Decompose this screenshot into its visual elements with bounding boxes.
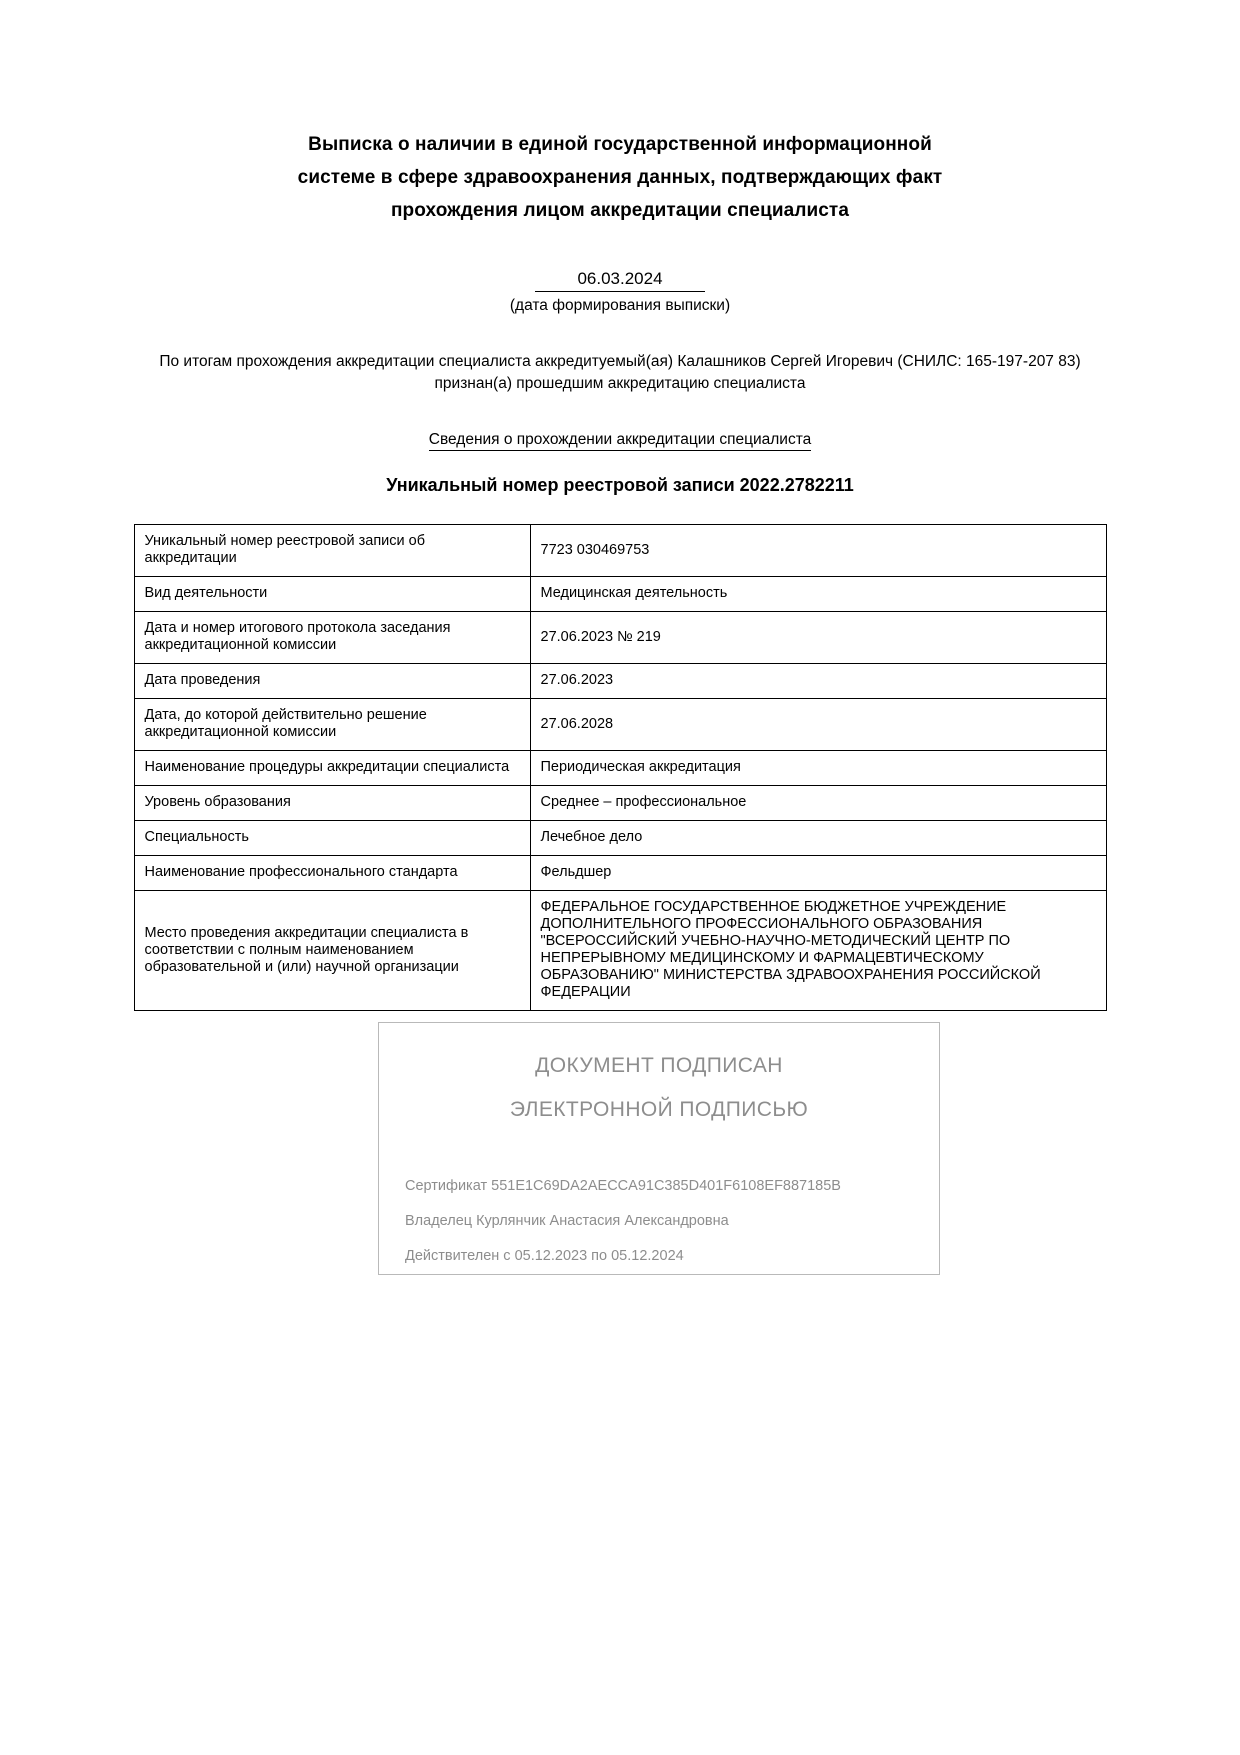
table-cell-value: 27.06.2023 [530,664,1106,699]
signature-title [379,1053,939,1123]
electronic-signature-stamp [378,1022,940,1275]
table-row [134,821,1106,856]
section-heading-text: Сведения о прохождении аккредитации специалиста [429,431,812,451]
table-cell-value: ФЕДЕРАЛЬНОЕ ГОСУДАРСТВЕННОЕ БЮДЖЕТНОЕ УЧРЕЖДЕНИЕ ДОПОЛНИТЕЛЬНОГО ПРОФЕССИОНАЛЬНОГО ОБРАЗОВАНИЯ "ВСЕРОССИЙСКИЙ УЧЕБНО-НАУЧНО-МЕТОДИЧЕСКИЙ ЦЕНТР ПО НЕПРЕРЫВНОМУ МЕДИЦИНСКОМУ И ФАРМАЦЕВТИЧЕСКОМУ ОБРАЗОВАНИЮ" МИНИСТЕРСТВА ЗДРАВООХРАНЕНИЯ РОССИЙСКОЙ ФЕДЕРАЦИИ [530,891,1106,1011]
issue-date-value: 06.03.2024 [535,269,704,292]
table-row [134,856,1106,891]
table-cell-label: Дата проведения [134,664,530,699]
accreditation-table [134,524,1107,1011]
record-number: Уникальный номер реестровой записи 2022.2782211 [386,475,854,495]
table-cell-label: Дата и номер итогового протокола заседания аккредитационной комиссии [134,612,530,664]
table-cell-label: Специальность [134,821,530,856]
table-cell-label: Дата, до которой действительно решение аккредитационной комиссии [134,699,530,751]
section-heading [0,431,1240,449]
page-title-line-1: Выписка о наличии в единой государственной информационной [308,134,932,155]
issue-date-caption: (дата формирования выписки) [509,297,731,314]
table-row [134,786,1106,821]
signature-title-line-1: ДОКУМЕНТ ПОДПИСАН [535,1054,783,1077]
table-cell-value: 27.06.2023 № 219 [530,612,1106,664]
table-row [134,577,1106,612]
table-cell-label: Место проведения аккредитации специалиста в соответствии с полным наименованием образовательной и (или) научной организации [134,891,530,1011]
table-cell-label: Уникальный номер реестровой записи об аккредитации [134,525,530,577]
page-title-line-3: прохождения лицом аккредитации специалиста [390,200,850,221]
signature-validity: Действителен с 05.12.2023 по 05.12.2024 [405,1248,684,1264]
table-cell-value: Периодическая аккредитация [530,751,1106,786]
table-cell-value: Медицинская деятельность [530,577,1106,612]
table-cell-value: Лечебное дело [530,821,1106,856]
intro-paragraph [0,351,1240,395]
table-cell-value: 7723 030469753 [530,525,1106,577]
table-cell-value: Среднее – профессиональное [530,786,1106,821]
table-cell-value: Фельдшер [530,856,1106,891]
table-cell-label: Вид деятельности [134,577,530,612]
signature-owner: Владелец Курлянчик Анастасия Александровна [405,1213,729,1229]
table-row [134,699,1106,751]
signature-details [379,1169,939,1274]
table-row [134,525,1106,577]
table-cell-label: Наименование профессионального стандарта [134,856,530,891]
signature-certificate: Сертификат 551E1C69DA2AECCA91C385D401F6108EF887185B [405,1178,841,1194]
issue-date-block [0,269,1240,315]
intro-line-2: признан(а) прошедшим аккредитацию специалиста [434,375,806,392]
signature-title-line-2: ЭЛЕКТРОННОЙ ПОДПИСЬЮ [509,1098,809,1121]
table-row [134,664,1106,699]
intro-line-1: По итогам прохождения аккредитации специалиста аккредитуемый(ая) Калашников Сергей Игоревич (СНИЛС: 165-197-207 83) [159,353,1081,370]
table-cell-value: 27.06.2028 [530,699,1106,751]
table-row [134,612,1106,664]
page-title [0,0,1240,227]
table-row [134,891,1106,1011]
page-title-line-2: системе в сфере здравоохранения данных, подтверждающих факт [297,167,943,188]
table-row [134,751,1106,786]
table-cell-label: Уровень образования [134,786,530,821]
table-cell-label: Наименование процедуры аккредитации специалиста [134,751,530,786]
